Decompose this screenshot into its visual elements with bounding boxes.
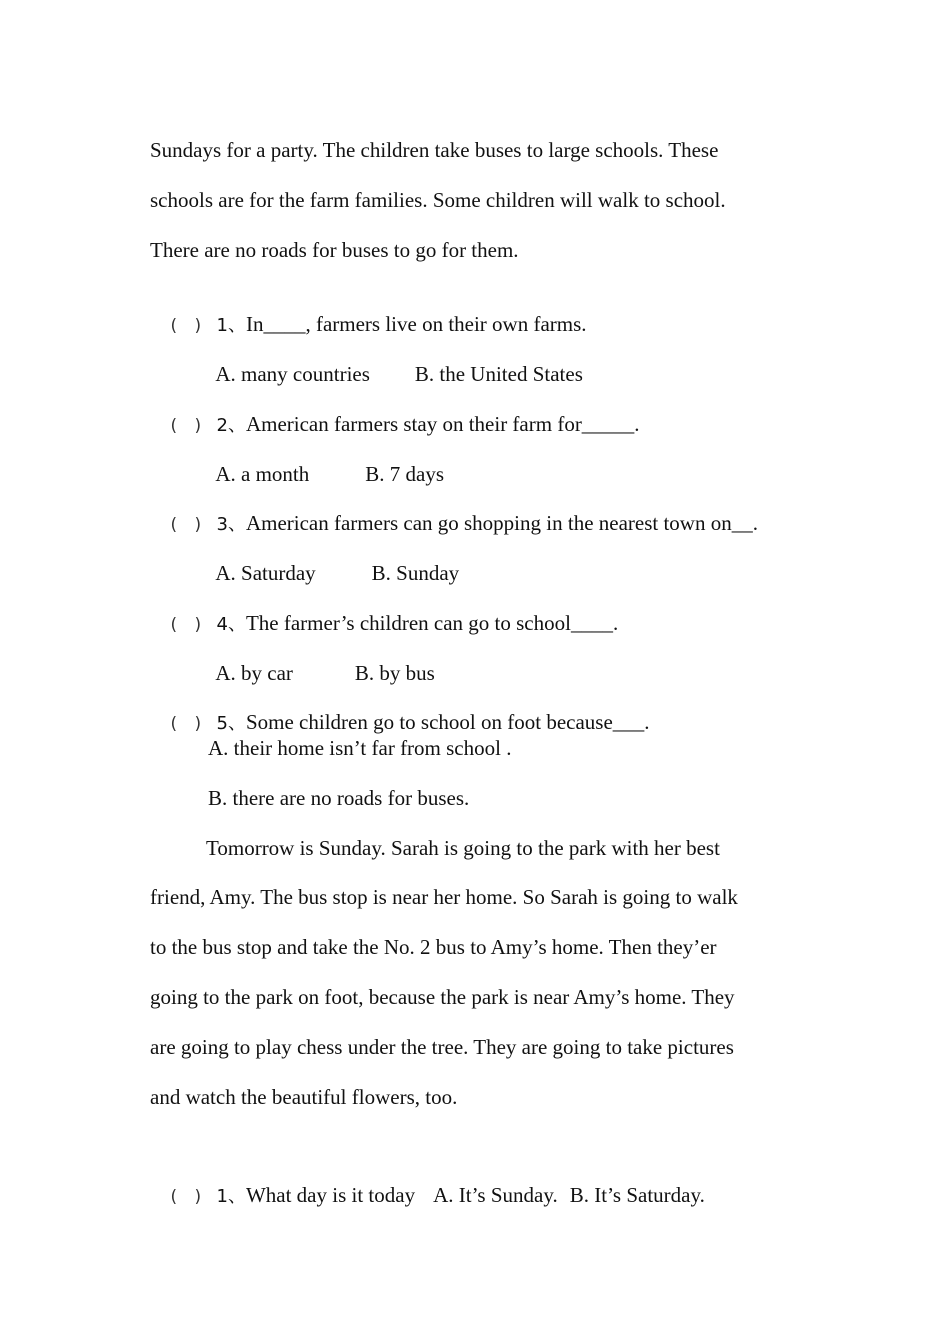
answer-paren[interactable]: ( ) [170,316,208,336]
option-a: A. many countries [215,362,370,386]
passage1-line-3: There are no roads for buses to go for them. [150,238,519,262]
passage1-line-2: schools are for the farm families. Some children will walk to school. [150,188,726,212]
question-number: 2、 [216,415,246,436]
question-4-options [206,637,435,685]
question-1-options [206,338,583,386]
question-number: 5、 [216,713,246,734]
question-text: The farmer’s children can go to school____. [245,611,619,635]
question-3 [160,487,758,535]
question-text: American farmers stay on their farm for_____. [245,412,640,436]
question-4 [160,587,619,635]
passage2-line-2: friend, Amy. The bus stop is near her home. So Sarah is going to walk [150,885,738,909]
question-2 [160,388,640,436]
option-a: A. Saturday [215,561,316,585]
option-a: A. a month [215,462,310,486]
answer-paren[interactable]: ( ) [170,515,208,535]
question-number: 1、 [216,1186,246,1207]
passage1-line-1: Sundays for a party. The children take buses to large schools. These [150,138,719,162]
option-b: B. the United States [414,362,583,386]
question-number: 3、 [216,514,246,535]
passage2-line-6: and watch the beautiful flowers, too. [150,1085,458,1109]
passage2-line-4: going to the park on foot, because the park is near Amy’s home. They [150,985,735,1009]
question-number: 1、 [216,315,246,336]
answer-paren[interactable]: ( ) [170,416,208,436]
option-b: B. It’s Saturday. [569,1183,705,1207]
passage2-line-1: Tomorrow is Sunday. Sarah is going to the park with her best [206,836,720,860]
option-b: B. 7 days [365,462,444,486]
question-5-option-a: A. their home isn’t far from school . [208,736,512,760]
question-number: 4、 [216,614,246,635]
option-b: B. by bus [354,661,435,685]
question-text: American farmers can go shopping in the nearest town on__. [245,511,758,535]
option-a: A. by car [215,661,293,685]
question-3-options [206,537,460,585]
question-1 [160,288,587,336]
passage2-line-5: are going to play chess under the tree. They are going to take pictures [150,1035,734,1059]
answer-paren[interactable]: ( ) [170,615,208,635]
question-text: Some children go to school on foot because___. [245,710,650,734]
question-5 [160,686,650,734]
question-2-options [206,438,444,486]
question-5-option-b: B. there are no roads for buses. [208,786,470,810]
option-a: A. It’s Sunday. [433,1183,558,1207]
option-b: B. Sunday [371,561,460,585]
answer-paren[interactable]: ( ) [170,1187,208,1207]
question-text: What day is it today [245,1183,416,1207]
question-text: In____, farmers live on their own farms. [245,312,587,336]
passage2-question-1 [160,1159,705,1207]
answer-paren[interactable]: ( ) [170,714,208,734]
passage2-line-3: to the bus stop and take the No. 2 bus to Amy’s home. Then they’er [150,935,717,959]
